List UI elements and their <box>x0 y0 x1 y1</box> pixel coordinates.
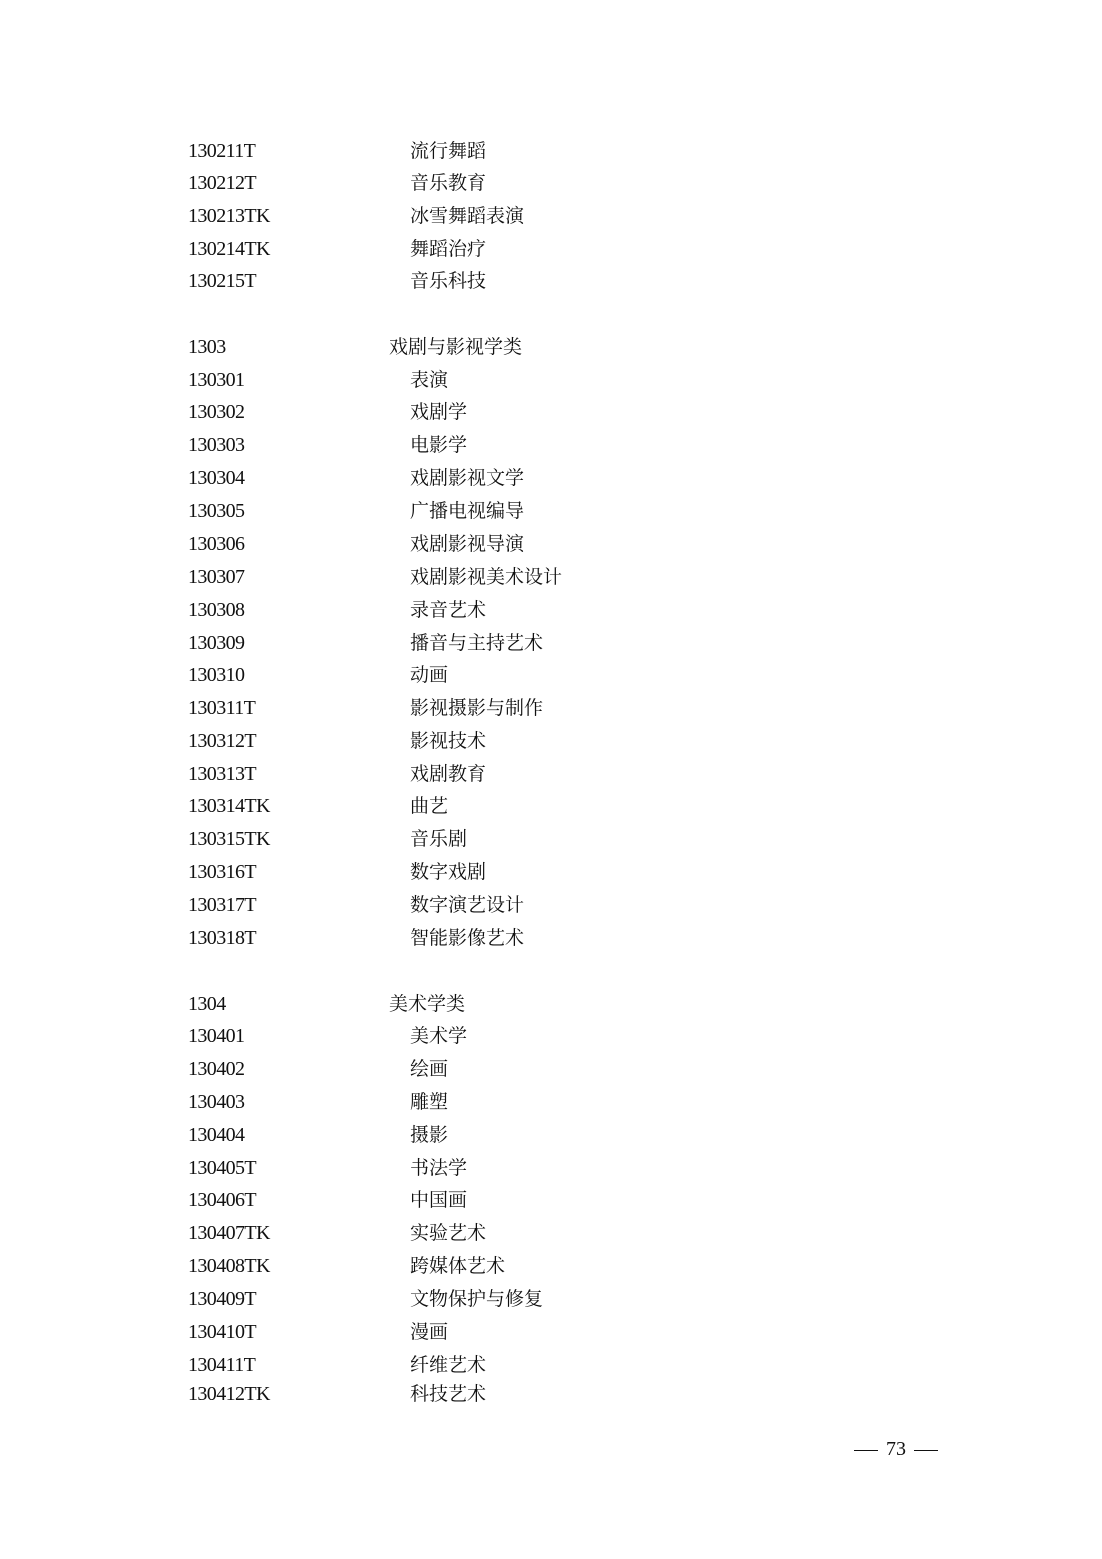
major-name: 电影学 <box>410 434 468 456</box>
major-code: 130303 <box>188 434 245 456</box>
major-name: 戏剧学 <box>410 401 468 423</box>
major-name: 曲艺 <box>410 795 449 817</box>
category-name: 美术学类 <box>389 993 466 1015</box>
major-name: 书法学 <box>410 1157 468 1179</box>
major-name: 戏剧影视文学 <box>410 467 525 489</box>
major-code: 130215T <box>188 270 257 292</box>
major-code: 130213TK <box>188 205 270 227</box>
major-code: 130313T <box>188 763 257 785</box>
major-name: 摄影 <box>410 1124 449 1146</box>
category-name: 戏剧与影视学类 <box>389 336 523 358</box>
page-number <box>846 1438 946 1461</box>
major-code: 130407TK <box>188 1222 270 1244</box>
major-code: 130317T <box>188 894 257 916</box>
major-code: 130410T <box>188 1321 257 1343</box>
major-code: 130211T <box>188 140 256 162</box>
major-name: 戏剧影视美术设计 <box>410 566 563 588</box>
major-name: 播音与主持艺术 <box>410 632 544 654</box>
major-code: 130311T <box>188 697 256 719</box>
major-name: 音乐教育 <box>410 172 487 194</box>
major-code: 130406T <box>188 1189 257 1211</box>
major-code: 130411T <box>188 1354 256 1376</box>
major-code: 130315TK <box>188 828 270 850</box>
major-name: 动画 <box>410 664 449 686</box>
major-code: 130310 <box>188 664 245 686</box>
major-code: 130405T <box>188 1157 257 1179</box>
major-code: 130309 <box>188 632 245 654</box>
major-code: 130308 <box>188 599 245 621</box>
major-code: 130403 <box>188 1091 245 1113</box>
major-code: 130306 <box>188 533 245 555</box>
major-name: 绘画 <box>410 1058 449 1080</box>
major-name: 戏剧影视导演 <box>410 533 525 555</box>
major-name: 录音艺术 <box>410 599 487 621</box>
major-name: 实验艺术 <box>410 1222 487 1244</box>
major-name: 冰雪舞蹈表演 <box>410 205 525 227</box>
major-name: 漫画 <box>410 1321 449 1343</box>
major-name: 纤维艺术 <box>410 1354 487 1376</box>
category-code: 1304 <box>188 993 226 1015</box>
major-code: 130412TK <box>188 1383 270 1405</box>
major-name: 广播电视编导 <box>410 500 525 522</box>
major-name: 影视摄影与制作 <box>410 697 544 719</box>
major-code: 130212T <box>188 172 257 194</box>
major-code: 130408TK <box>188 1255 270 1277</box>
major-code: 130316T <box>188 861 257 883</box>
major-name: 数字演艺设计 <box>410 894 525 916</box>
major-name: 美术学 <box>410 1025 468 1047</box>
major-code: 130305 <box>188 500 245 522</box>
major-name: 流行舞蹈 <box>410 140 487 162</box>
major-code: 130214TK <box>188 238 270 260</box>
major-name: 戏剧教育 <box>410 763 487 785</box>
major-code: 130314TK <box>188 795 270 817</box>
major-code: 130304 <box>188 467 245 489</box>
category-code: 1303 <box>188 336 226 358</box>
major-code: 130312T <box>188 730 257 752</box>
major-name: 科技艺术 <box>410 1383 487 1405</box>
page-number-value: 73 <box>886 1438 906 1460</box>
major-name: 中国画 <box>410 1189 468 1211</box>
major-name: 音乐科技 <box>410 270 487 292</box>
dash-right <box>914 1450 938 1451</box>
major-code: 130401 <box>188 1025 245 1047</box>
major-code: 130404 <box>188 1124 245 1146</box>
major-code: 130402 <box>188 1058 245 1080</box>
major-name: 雕塑 <box>410 1091 449 1113</box>
dash-left <box>854 1450 878 1451</box>
major-name: 数字戏剧 <box>410 861 487 883</box>
major-name: 智能影像艺术 <box>410 927 525 949</box>
major-name: 舞蹈治疗 <box>410 238 487 260</box>
major-name: 影视技术 <box>410 730 487 752</box>
major-code: 130409T <box>188 1288 257 1310</box>
major-code: 130318T <box>188 927 257 949</box>
major-code: 130301 <box>188 369 245 391</box>
major-code: 130302 <box>188 401 245 423</box>
major-name: 音乐剧 <box>410 828 468 850</box>
major-name: 文物保护与修复 <box>410 1288 544 1310</box>
major-name: 跨媒体艺术 <box>410 1255 506 1277</box>
major-name: 表演 <box>410 369 449 391</box>
major-code: 130307 <box>188 566 245 588</box>
